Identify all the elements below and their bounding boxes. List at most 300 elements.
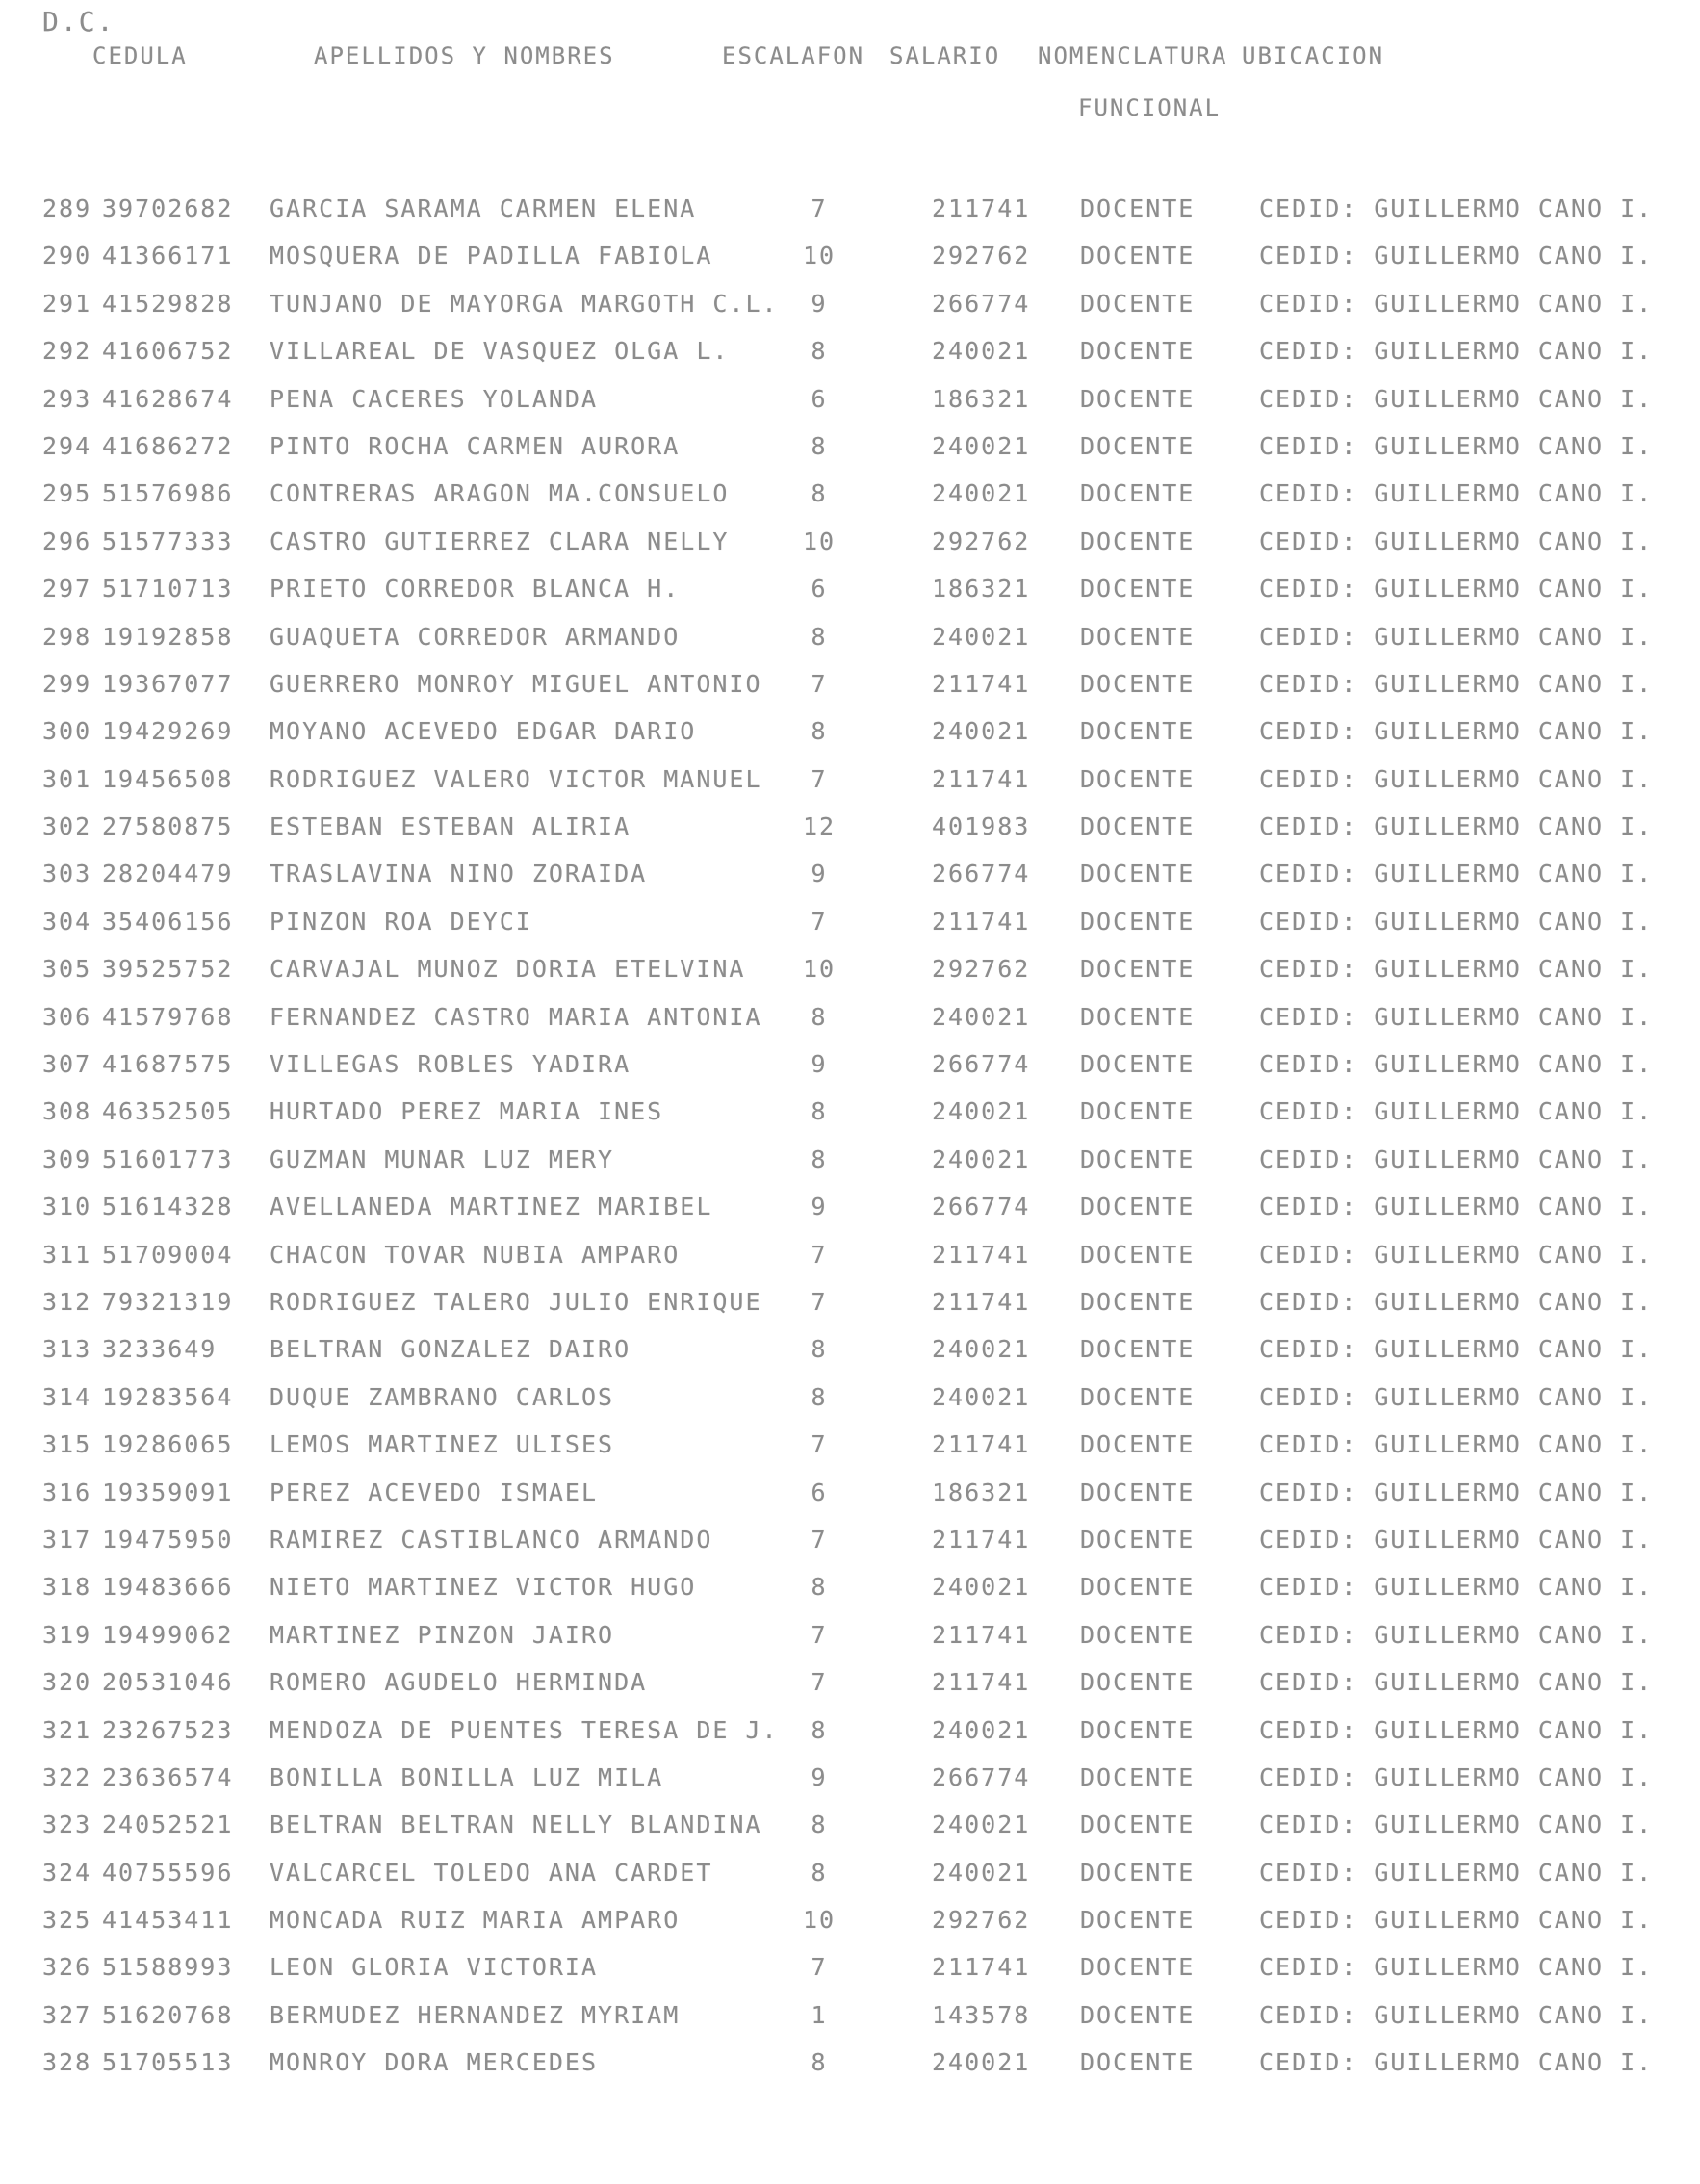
- nomenclatura-cell: DOCENTE: [1080, 1335, 1196, 1364]
- escalafon-cell: 8: [811, 479, 828, 508]
- ubicacion-cell: CEDID: GUILLERMO CANO I.: [1259, 384, 1654, 413]
- name-cell: DUQUE ZAMBRANO CARLOS: [270, 1382, 615, 1411]
- table-row: [0, 1756, 1700, 1803]
- nomenclatura-cell: DOCENTE: [1080, 860, 1196, 888]
- nomenclatura-cell: DOCENTE: [1080, 1715, 1196, 1744]
- nomenclatura-cell: DOCENTE: [1080, 384, 1196, 413]
- header-escalafon: ESCALAFON: [722, 42, 865, 69]
- name-cell: MOSQUERA DE PADILLA FABIOLA: [270, 242, 713, 270]
- ubicacion-cell: CEDID: GUILLERMO CANO I.: [1259, 337, 1654, 366]
- row-number: 307: [42, 1050, 92, 1079]
- salario-cell: 240021: [932, 717, 1031, 746]
- row-number: 306: [42, 1002, 92, 1031]
- escalafon-cell: 1: [811, 2000, 828, 2029]
- nomenclatura-cell: DOCENTE: [1080, 1620, 1196, 1649]
- cedula-cell: 19192858: [102, 622, 234, 651]
- name-cell: LEMOS MARTINEZ ULISES: [270, 1430, 615, 1459]
- row-number: 297: [42, 575, 92, 604]
- row-number: 296: [42, 527, 92, 555]
- escalafon-cell: 7: [811, 194, 828, 222]
- table-row: [0, 424, 1700, 472]
- salario-cell: 211741: [932, 194, 1031, 222]
- cedula-cell: 41579768: [102, 1002, 234, 1031]
- row-number: 304: [42, 907, 92, 936]
- nomenclatura-cell: DOCENTE: [1080, 1430, 1196, 1459]
- name-cell: MARTINEZ PINZON JAIRO: [270, 1620, 615, 1649]
- row-number: 320: [42, 1668, 92, 1697]
- ubicacion-cell: CEDID: GUILLERMO CANO I.: [1259, 622, 1654, 651]
- name-cell: LEON GLORIA VICTORIA: [270, 1953, 599, 1982]
- salario-cell: 292762: [932, 527, 1031, 555]
- row-number: 294: [42, 431, 92, 460]
- ubicacion-cell: CEDID: GUILLERMO CANO I.: [1259, 1525, 1654, 1554]
- ubicacion-cell: CEDID: GUILLERMO CANO I.: [1259, 1002, 1654, 1031]
- name-cell: ESTEBAN ESTEBAN ALIRIA: [270, 812, 631, 841]
- table-row: [0, 1090, 1700, 1137]
- name-cell: PINZON ROA DEYCI: [270, 907, 532, 936]
- table-row: [0, 329, 1700, 376]
- row-number: 291: [42, 289, 92, 318]
- cedula-cell: 39702682: [102, 194, 234, 222]
- nomenclatura-cell: DOCENTE: [1080, 907, 1196, 936]
- ubicacion-cell: CEDID: GUILLERMO CANO I.: [1259, 1240, 1654, 1269]
- escalafon-cell: 8: [811, 1335, 828, 1364]
- salario-cell: 240021: [932, 1573, 1031, 1602]
- row-number: 313: [42, 1335, 92, 1364]
- header-cedula: CEDULA: [92, 42, 188, 69]
- salario-cell: 211741: [932, 1668, 1031, 1697]
- row-number: 323: [42, 1811, 92, 1839]
- cedula-cell: 51576986: [102, 479, 234, 508]
- cedula-cell: 51577333: [102, 527, 234, 555]
- salario-cell: 143578: [932, 2000, 1031, 2029]
- table-row: [0, 615, 1700, 662]
- record-table: [0, 187, 1700, 2089]
- nomenclatura-cell: DOCENTE: [1080, 2048, 1196, 2077]
- cedula-cell: 41366171: [102, 242, 234, 270]
- escalafon-cell: 9: [811, 860, 828, 888]
- cedula-cell: 19286065: [102, 1430, 234, 1459]
- row-number: 302: [42, 812, 92, 841]
- table-row: [0, 1851, 1700, 1898]
- escalafon-cell: 7: [811, 1430, 828, 1459]
- salario-cell: 240021: [932, 479, 1031, 508]
- row-number: 321: [42, 1715, 92, 1744]
- row-number: 308: [42, 1097, 92, 1126]
- escalafon-cell: 6: [811, 1477, 828, 1506]
- name-cell: VILLAREAL DE VASQUEZ OLGA L.: [270, 337, 730, 366]
- salario-cell: 240021: [932, 1382, 1031, 1411]
- ubicacion-cell: CEDID: GUILLERMO CANO I.: [1259, 1573, 1654, 1602]
- row-number: 305: [42, 955, 92, 984]
- salario-cell: 186321: [932, 575, 1031, 604]
- salario-cell: 266774: [932, 1193, 1031, 1221]
- name-cell: PRIETO CORREDOR BLANCA H.: [270, 575, 681, 604]
- nomenclatura-cell: DOCENTE: [1080, 1193, 1196, 1221]
- salario-cell: 401983: [932, 812, 1031, 841]
- table-row: [0, 567, 1700, 614]
- salario-cell: 211741: [932, 1620, 1031, 1649]
- escalafon-cell: 8: [811, 1573, 828, 1602]
- nomenclatura-cell: DOCENTE: [1080, 717, 1196, 746]
- row-number: 292: [42, 337, 92, 366]
- escalafon-cell: 10: [802, 955, 837, 984]
- nomenclatura-cell: DOCENTE: [1080, 1811, 1196, 1839]
- salario-cell: 292762: [932, 1906, 1031, 1935]
- row-number: 295: [42, 479, 92, 508]
- salario-cell: 211741: [932, 1240, 1031, 1269]
- name-cell: ROMERO AGUDELO HERMINDA: [270, 1668, 648, 1697]
- ubicacion-cell: CEDID: GUILLERMO CANO I.: [1259, 1668, 1654, 1697]
- escalafon-cell: 7: [811, 1620, 828, 1649]
- escalafon-cell: 9: [811, 1193, 828, 1221]
- name-cell: HURTADO PEREZ MARIA INES: [270, 1097, 664, 1126]
- nomenclatura-cell: DOCENTE: [1080, 1573, 1196, 1602]
- escalafon-cell: 7: [811, 1668, 828, 1697]
- table-row: [0, 472, 1700, 519]
- header-funcional: FUNCIONAL: [1078, 94, 1222, 121]
- cedula-cell: 51620768: [102, 2000, 234, 2029]
- name-cell: VALCARCEL TOLEDO ANA CARDET: [270, 1858, 713, 1887]
- nomenclatura-cell: DOCENTE: [1080, 431, 1196, 460]
- cedula-cell: 41606752: [102, 337, 234, 366]
- row-number: 310: [42, 1193, 92, 1221]
- row-number: 290: [42, 242, 92, 270]
- nomenclatura-cell: DOCENTE: [1080, 1382, 1196, 1411]
- header-apellidos-nombres: APELLIDOS Y NOMBRES: [314, 42, 615, 69]
- ubicacion-cell: CEDID: GUILLERMO CANO I.: [1259, 1144, 1654, 1173]
- escalafon-cell: 8: [811, 1382, 828, 1411]
- nomenclatura-cell: DOCENTE: [1080, 1144, 1196, 1173]
- row-number: 322: [42, 1762, 92, 1791]
- name-cell: MONROY DORA MERCEDES: [270, 2048, 599, 2077]
- table-row: [0, 234, 1700, 281]
- nomenclatura-cell: DOCENTE: [1080, 1525, 1196, 1554]
- nomenclatura-cell: DOCENTE: [1080, 1240, 1196, 1269]
- name-cell: CARVAJAL MUNOZ DORIA ETELVINA: [270, 955, 746, 984]
- top-mark: D.C.: [42, 6, 116, 38]
- name-cell: PEREZ ACEVEDO ISMAEL: [270, 1477, 599, 1506]
- cedula-cell: 46352505: [102, 1097, 234, 1126]
- cedula-cell: 39525752: [102, 955, 234, 984]
- table-row: [0, 709, 1700, 757]
- salario-cell: 266774: [932, 289, 1031, 318]
- ubicacion-cell: CEDID: GUILLERMO CANO I.: [1259, 907, 1654, 936]
- escalafon-cell: 9: [811, 1762, 828, 1791]
- salario-cell: 211741: [932, 907, 1031, 936]
- cedula-cell: 51709004: [102, 1240, 234, 1269]
- cedula-cell: 19429269: [102, 717, 234, 746]
- nomenclatura-cell: DOCENTE: [1080, 1097, 1196, 1126]
- cedula-cell: 19367077: [102, 669, 234, 698]
- cedula-cell: 19475950: [102, 1525, 234, 1554]
- cedula-cell: 41687575: [102, 1050, 234, 1079]
- row-number: 314: [42, 1382, 92, 1411]
- salario-cell: 186321: [932, 1477, 1031, 1506]
- row-number: 317: [42, 1525, 92, 1554]
- row-number: 311: [42, 1240, 92, 1269]
- cedula-cell: 35406156: [102, 907, 234, 936]
- ubicacion-cell: CEDID: GUILLERMO CANO I.: [1259, 1477, 1654, 1506]
- salario-cell: 211741: [932, 1287, 1031, 1316]
- ubicacion-cell: CEDID: GUILLERMO CANO I.: [1259, 1335, 1654, 1364]
- cedula-cell: 41529828: [102, 289, 234, 318]
- escalafon-cell: 8: [811, 622, 828, 651]
- nomenclatura-cell: DOCENTE: [1080, 479, 1196, 508]
- ubicacion-cell: CEDID: GUILLERMO CANO I.: [1259, 479, 1654, 508]
- ubicacion-cell: CEDID: GUILLERMO CANO I.: [1259, 2048, 1654, 2077]
- row-number: 299: [42, 669, 92, 698]
- cedula-cell: 24052521: [102, 1811, 234, 1839]
- escalafon-cell: 8: [811, 431, 828, 460]
- salario-cell: 240021: [932, 1002, 1031, 1031]
- nomenclatura-cell: DOCENTE: [1080, 242, 1196, 270]
- name-cell: MONCADA RUIZ MARIA AMPARO: [270, 1906, 681, 1935]
- escalafon-cell: 8: [811, 717, 828, 746]
- ubicacion-cell: CEDID: GUILLERMO CANO I.: [1259, 812, 1654, 841]
- name-cell: BONILLA BONILLA LUZ MILA: [270, 1762, 664, 1791]
- ubicacion-cell: CEDID: GUILLERMO CANO I.: [1259, 1811, 1654, 1839]
- name-cell: RODRIGUEZ VALERO VICTOR MANUEL: [270, 764, 762, 793]
- cedula-cell: 51710713: [102, 575, 234, 604]
- table-row: [0, 1185, 1700, 1232]
- name-cell: CASTRO GUTIERREZ CLARA NELLY: [270, 527, 730, 555]
- escalafon-cell: 10: [802, 1906, 837, 1935]
- row-number: 318: [42, 1573, 92, 1602]
- salario-cell: 211741: [932, 1953, 1031, 1982]
- row-number: 293: [42, 384, 92, 413]
- cedula-cell: 23267523: [102, 1715, 234, 1744]
- name-cell: PINTO ROCHA CARMEN AURORA: [270, 431, 681, 460]
- name-cell: RODRIGUEZ TALERO JULIO ENRIQUE: [270, 1287, 762, 1316]
- row-number: 325: [42, 1906, 92, 1935]
- table-row: [0, 1993, 1700, 2041]
- name-cell: BERMUDEZ HERNANDEZ MYRIAM: [270, 2000, 681, 2029]
- salario-cell: 266774: [932, 1050, 1031, 1079]
- escalafon-cell: 10: [802, 527, 837, 555]
- salario-cell: 266774: [932, 1762, 1031, 1791]
- nomenclatura-cell: DOCENTE: [1080, 955, 1196, 984]
- salario-cell: 240021: [932, 622, 1031, 651]
- salario-cell: 240021: [932, 1715, 1031, 1744]
- cedula-cell: 3233649: [102, 1335, 218, 1364]
- name-cell: NIETO MARTINEZ VICTOR HUGO: [270, 1573, 697, 1602]
- salario-cell: 292762: [932, 242, 1031, 270]
- cedula-cell: 51705513: [102, 2048, 234, 2077]
- salario-cell: 266774: [932, 860, 1031, 888]
- table-row: [0, 1327, 1700, 1375]
- ubicacion-cell: CEDID: GUILLERMO CANO I.: [1259, 1430, 1654, 1459]
- nomenclatura-cell: DOCENTE: [1080, 669, 1196, 698]
- nomenclatura-cell: DOCENTE: [1080, 1050, 1196, 1079]
- ubicacion-cell: CEDID: GUILLERMO CANO I.: [1259, 955, 1654, 984]
- escalafon-cell: 8: [811, 1811, 828, 1839]
- table-row: [0, 662, 1700, 709]
- nomenclatura-cell: DOCENTE: [1080, 1858, 1196, 1887]
- name-cell: AVELLANEDA MARTINEZ MARIBEL: [270, 1193, 713, 1221]
- table-row: [0, 1375, 1700, 1423]
- nomenclatura-cell: DOCENTE: [1080, 764, 1196, 793]
- escalafon-cell: 8: [811, 1715, 828, 1744]
- cedula-cell: 19499062: [102, 1620, 234, 1649]
- header-salario: SALARIO: [889, 42, 1001, 69]
- row-number: 298: [42, 622, 92, 651]
- table-row: [0, 995, 1700, 1042]
- escalafon-cell: 7: [811, 1240, 828, 1269]
- ubicacion-cell: CEDID: GUILLERMO CANO I.: [1259, 669, 1654, 698]
- name-cell: CONTRERAS ARAGON MA.CONSUELO: [270, 479, 730, 508]
- escalafon-cell: 8: [811, 2048, 828, 2077]
- name-cell: TUNJANO DE MAYORGA MARGOTH C.L.: [270, 289, 779, 318]
- name-cell: TRASLAVINA NINO ZORAIDA: [270, 860, 648, 888]
- table-row: [0, 1613, 1700, 1660]
- salario-cell: 240021: [932, 1811, 1031, 1839]
- nomenclatura-cell: DOCENTE: [1080, 1002, 1196, 1031]
- table-row: [0, 520, 1700, 567]
- nomenclatura-cell: DOCENTE: [1080, 527, 1196, 555]
- cedula-cell: 19483666: [102, 1573, 234, 1602]
- name-cell: MENDOZA DE PUENTES TERESA DE J.: [270, 1715, 779, 1744]
- salario-cell: 240021: [932, 1144, 1031, 1173]
- table-row: [0, 805, 1700, 852]
- ubicacion-cell: CEDID: GUILLERMO CANO I.: [1259, 1762, 1654, 1791]
- name-cell: VILLEGAS ROBLES YADIRA: [270, 1050, 631, 1079]
- name-cell: MOYANO ACEVEDO EDGAR DARIO: [270, 717, 697, 746]
- escalafon-cell: 10: [802, 242, 837, 270]
- table-row: [0, 1233, 1700, 1280]
- escalafon-cell: 6: [811, 575, 828, 604]
- nomenclatura-cell: DOCENTE: [1080, 812, 1196, 841]
- escalafon-cell: 7: [811, 669, 828, 698]
- nomenclatura-cell: DOCENTE: [1080, 1762, 1196, 1791]
- ubicacion-cell: CEDID: GUILLERMO CANO I.: [1259, 860, 1654, 888]
- ubicacion-cell: CEDID: GUILLERMO CANO I.: [1259, 1906, 1654, 1935]
- table-row: [0, 187, 1700, 234]
- row-number: 328: [42, 2048, 92, 2077]
- table-row: [0, 2041, 1700, 2088]
- header-nomenclatura: NOMENCLATURA: [1038, 42, 1228, 69]
- ubicacion-cell: CEDID: GUILLERMO CANO I.: [1259, 1953, 1654, 1982]
- ubicacion-cell: CEDID: GUILLERMO CANO I.: [1259, 1193, 1654, 1221]
- salario-cell: 240021: [932, 1097, 1031, 1126]
- cedula-cell: 19359091: [102, 1477, 234, 1506]
- row-number: 309: [42, 1144, 92, 1173]
- salario-cell: 240021: [932, 337, 1031, 366]
- header-ubicacion: UBICACION: [1242, 42, 1385, 69]
- salario-cell: 240021: [932, 2048, 1031, 2077]
- cedula-cell: 40755596: [102, 1858, 234, 1887]
- escalafon-cell: 7: [811, 1525, 828, 1554]
- row-number: 326: [42, 1953, 92, 1982]
- table-row: [0, 1898, 1700, 1945]
- name-cell: GARCIA SARAMA CARMEN ELENA: [270, 194, 697, 222]
- cedula-cell: 51601773: [102, 1144, 234, 1173]
- escalafon-cell: 9: [811, 289, 828, 318]
- ubicacion-cell: CEDID: GUILLERMO CANO I.: [1259, 1287, 1654, 1316]
- cedula-cell: 19456508: [102, 764, 234, 793]
- ubicacion-cell: CEDID: GUILLERMO CANO I.: [1259, 289, 1654, 318]
- cedula-cell: 28204479: [102, 860, 234, 888]
- ubicacion-cell: CEDID: GUILLERMO CANO I.: [1259, 2000, 1654, 2029]
- row-number: 303: [42, 860, 92, 888]
- nomenclatura-cell: DOCENTE: [1080, 1477, 1196, 1506]
- escalafon-cell: 8: [811, 1858, 828, 1887]
- nomenclatura-cell: DOCENTE: [1080, 2000, 1196, 2029]
- ubicacion-cell: CEDID: GUILLERMO CANO I.: [1259, 717, 1654, 746]
- escalafon-cell: 12: [802, 812, 837, 841]
- escalafon-cell: 6: [811, 384, 828, 413]
- ubicacion-cell: CEDID: GUILLERMO CANO I.: [1259, 575, 1654, 604]
- row-number: 315: [42, 1430, 92, 1459]
- row-number: 327: [42, 2000, 92, 2029]
- salario-cell: 211741: [932, 1430, 1031, 1459]
- table-row: [0, 947, 1700, 994]
- row-number: 324: [42, 1858, 92, 1887]
- salario-cell: 211741: [932, 1525, 1031, 1554]
- name-cell: BELTRAN GONZALEZ DAIRO: [270, 1335, 631, 1364]
- table-row: [0, 1945, 1700, 1992]
- row-number: 319: [42, 1620, 92, 1649]
- ubicacion-cell: CEDID: GUILLERMO CANO I.: [1259, 242, 1654, 270]
- row-number: 289: [42, 194, 92, 222]
- table-row: [0, 852, 1700, 899]
- cedula-cell: 51588993: [102, 1953, 234, 1982]
- cedula-cell: 41686272: [102, 431, 234, 460]
- cedula-cell: 27580875: [102, 812, 234, 841]
- nomenclatura-cell: DOCENTE: [1080, 337, 1196, 366]
- cedula-cell: 23636574: [102, 1762, 234, 1791]
- ubicacion-cell: CEDID: GUILLERMO CANO I.: [1259, 431, 1654, 460]
- row-number: 312: [42, 1287, 92, 1316]
- table-row: [0, 1709, 1700, 1756]
- cedula-cell: 20531046: [102, 1668, 234, 1697]
- salario-cell: 240021: [932, 1335, 1031, 1364]
- salario-cell: 186321: [932, 384, 1031, 413]
- salario-cell: 240021: [932, 431, 1031, 460]
- name-cell: GUAQUETA CORREDOR ARMANDO: [270, 622, 681, 651]
- name-cell: GUERRERO MONROY MIGUEL ANTONIO: [270, 669, 762, 698]
- row-number: 301: [42, 764, 92, 793]
- escalafon-cell: 7: [811, 907, 828, 936]
- nomenclatura-cell: DOCENTE: [1080, 1906, 1196, 1935]
- ubicacion-cell: CEDID: GUILLERMO CANO I.: [1259, 194, 1654, 222]
- cedula-cell: 41628674: [102, 384, 234, 413]
- table-row: [0, 1423, 1700, 1470]
- cedula-cell: 19283564: [102, 1382, 234, 1411]
- salario-cell: 240021: [932, 1858, 1031, 1887]
- name-cell: GUZMAN MUNAR LUZ MERY: [270, 1144, 615, 1173]
- escalafon-cell: 8: [811, 1002, 828, 1031]
- escalafon-cell: 7: [811, 764, 828, 793]
- cedula-cell: 79321319: [102, 1287, 234, 1316]
- escalafon-cell: 8: [811, 1097, 828, 1126]
- nomenclatura-cell: DOCENTE: [1080, 194, 1196, 222]
- ubicacion-cell: CEDID: GUILLERMO CANO I.: [1259, 1858, 1654, 1887]
- nomenclatura-cell: DOCENTE: [1080, 289, 1196, 318]
- nomenclatura-cell: DOCENTE: [1080, 622, 1196, 651]
- name-cell: RAMIREZ CASTIBLANCO ARMANDO: [270, 1525, 713, 1554]
- table-row: [0, 1803, 1700, 1850]
- row-number: 316: [42, 1477, 92, 1506]
- table-row: [0, 1280, 1700, 1327]
- table-row: [0, 377, 1700, 424]
- row-number: 300: [42, 717, 92, 746]
- cedula-cell: 41453411: [102, 1906, 234, 1935]
- table-row: [0, 1471, 1700, 1518]
- table-row: [0, 1660, 1700, 1708]
- table-row: [0, 1042, 1700, 1090]
- nomenclatura-cell: DOCENTE: [1080, 1953, 1196, 1982]
